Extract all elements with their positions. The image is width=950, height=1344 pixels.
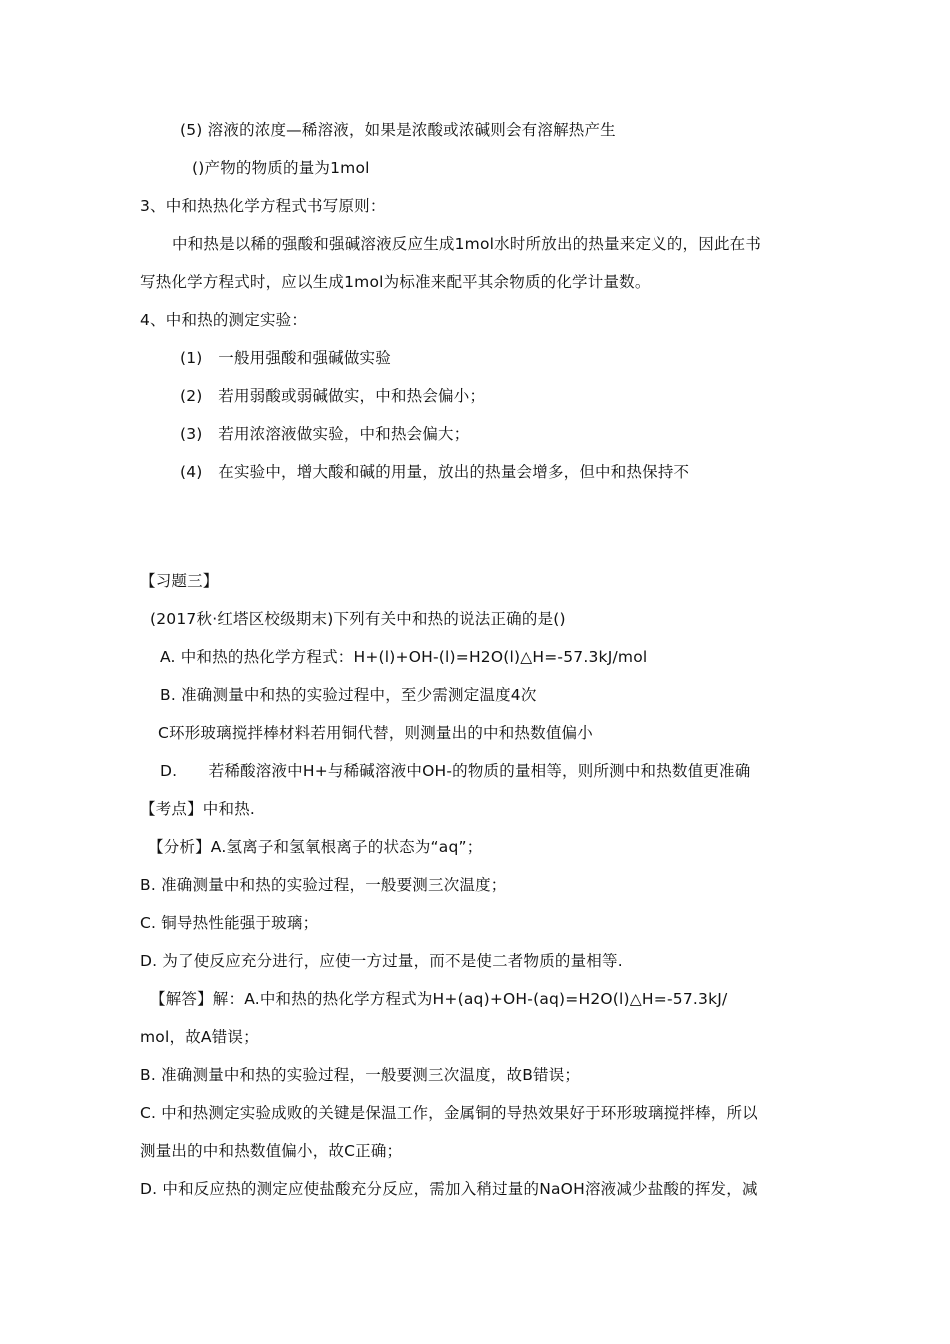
analysis-line-4: D. 为了使反应充分进行，应使一方过量，而不是使二者物质的量相等. [140, 952, 623, 970]
section-4-item-1: (1) 一般用强酸和强碱做实验 [180, 349, 391, 367]
answer-line-5: 测量出的中和热数值偏小，故C正确； [140, 1142, 403, 1160]
section-4-heading: 4、中和热的测定实验： [140, 311, 308, 329]
answer-line-2: mol，故A错误； [140, 1028, 259, 1046]
section-4-item-2: (2) 若用弱酸或弱碱做实，中和热会偏小； [180, 387, 486, 405]
section-3-paragraph-line-2: 写热化学方程式时，应以生成1mol为标准来配平其余物质的化学计量数。 [140, 273, 651, 291]
exercise-title: 【习题三】 [140, 572, 219, 590]
section-3-heading: 3、中和热热化学方程式书写原则： [140, 197, 386, 215]
item-6: ()产物的物质的量为1mol [192, 159, 370, 177]
answer-line-3: B. 准确测量中和热的实验过程，一般要测三次温度，故B错误； [140, 1066, 581, 1084]
section-4-item-4: (4) 在实验中，增大酸和碱的用量，放出的热量会增多，但中和热保持不 [180, 463, 690, 481]
option-c: C环形玻璃搅拌棒材料若用铜代替，则测量出的中和热数值偏小 [158, 724, 593, 742]
analysis-line-2: B. 准确测量中和热的实验过程，一般要测三次温度； [140, 876, 507, 894]
option-a: A. 中和热的热化学方程式：H+(l)+OH-(l)=H2O(l)△H=-57.3kJ/mol [160, 648, 648, 666]
section-3-paragraph-line-1: 中和热是以稀的强酸和强碱溶液反应生成1mol水时所放出的热量来定义的，因此在书 [172, 235, 762, 253]
answer-line-6: D. 中和反应热的测定应使盐酸充分反应，需加入稍过量的NaOH溶液减少盐酸的挥发，减 [140, 1180, 758, 1198]
option-b: B. 准确测量中和热的实验过程中，至少需测定温度4次 [160, 686, 537, 704]
answer-line-1: 【解答】解：A.中和热的热化学方程式为H+(aq)+OH-(aq)=H2O(l)△H=-57.3kJ/ [150, 990, 728, 1008]
section-4-item-3: (3) 若用浓溶液做实验，中和热会偏大； [180, 425, 470, 443]
option-d: D. 若稀酸溶液中H+与稀碱溶液中OH-的物质的量相等，则所测中和热数值更准确 [160, 762, 751, 780]
analysis-line-3: C. 铜导热性能强于玻璃； [140, 914, 319, 932]
analysis-line-1: 【分析】A.氢离子和氢氧根离子的状态为“aq”； [148, 838, 483, 856]
exercise-question: (2017秋·红塔区校级期末)下列有关中和热的说法正确的是() [150, 610, 566, 628]
kaodian-line: 【考点】中和热. [140, 800, 256, 818]
item-5: (5) 溶液的浓度—稀溶液，如果是浓酸或浓碱则会有溶解热产生 [180, 121, 616, 139]
answer-line-4: C. 中和热测定实验成败的关键是保温工作，金属铜的导热效果好于环形玻璃搅拌棒，所以 [140, 1104, 758, 1122]
